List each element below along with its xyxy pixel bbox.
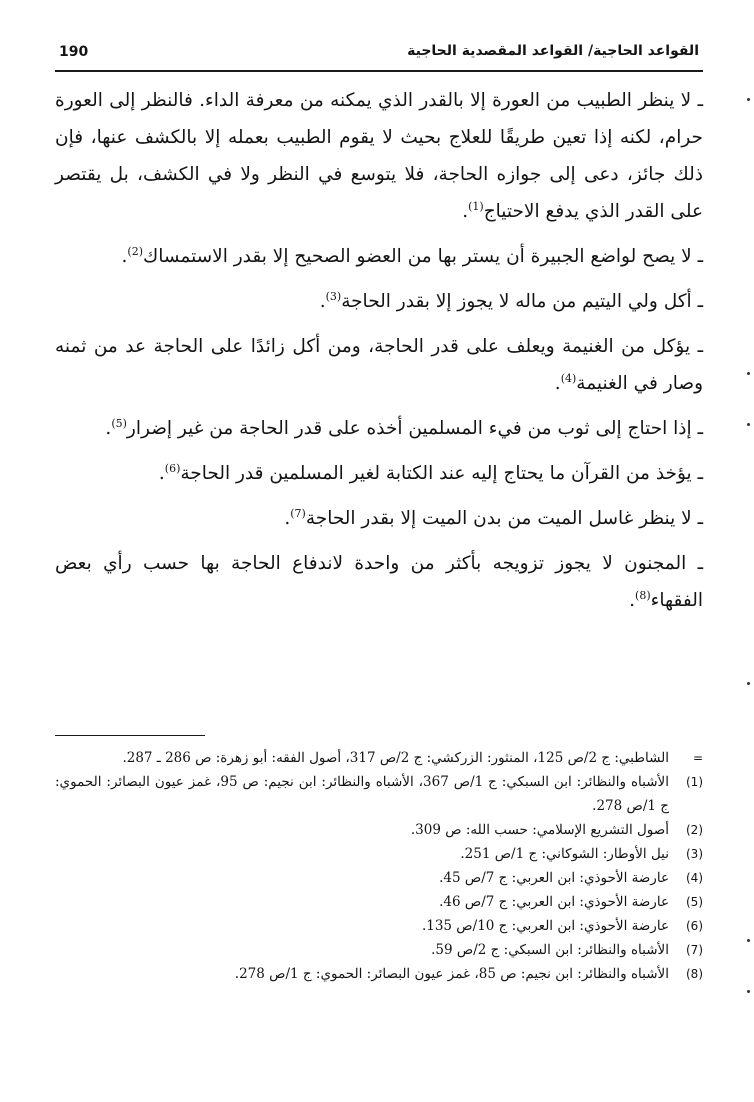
- footnote-mark: (7): [685, 943, 703, 957]
- footnote-item: [55, 962, 703, 986]
- paragraph: ـ لا ينظر غاسل الميت من بدن الميت إلا بقدر الحاجة$^{(7)}$.: [284, 506, 703, 529]
- scan-speck: [747, 939, 750, 942]
- footnote-ref: (8): [635, 588, 651, 602]
- footnote-text: الأشباه والنظائر: ابن السبكي: ج 2/ص 59.: [431, 942, 669, 958]
- scan-speck: [747, 372, 750, 375]
- footnote-mark: =: [692, 751, 703, 765]
- footnote-item: [55, 938, 703, 962]
- scan-speck: [747, 990, 750, 993]
- footnote-mark: (4): [685, 871, 703, 885]
- paragraph: ـ أكل ولي اليتيم من ماله لا يجوز إلا بقدر الحاجة$^{(3)}$.: [319, 289, 703, 312]
- footnote-ref: (3): [325, 289, 342, 303]
- footnote-mark: (5): [685, 895, 703, 909]
- paragraph: ـ يؤخذ من القرآن ما يحتاج إليه عند الكتابة لغير المسلمين قدر الحاجة$^{(6)}$.: [158, 461, 703, 484]
- footnote-item: [55, 746, 703, 770]
- footnote-text: عارضة الأحوذي: ابن العربي: ج 7/ص 45.: [439, 870, 669, 886]
- footnote-divider: [55, 735, 205, 736]
- footnote-item: [55, 890, 703, 914]
- footnote-ref: (2): [127, 244, 143, 258]
- footnote-text: الشاطبي: ج 2/ص 125، المنثور: الزركشي: ج 2/ص 317، أصول الفقه: أبو زهرة: ص 286 ـ 287.: [122, 750, 669, 766]
- paragraph: ـ يؤكل من الغنيمة ويعلف على قدر الحاجة، ومن أكل زائدًا على الحاجة عد من ثمنه وصار في الغنيمة$^{(4)}$.: [55, 336, 703, 394]
- scan-speck: [747, 423, 750, 426]
- page-header: [55, 40, 703, 72]
- footnote-mark: (1): [685, 775, 703, 789]
- footnote-item: [55, 842, 703, 866]
- footnote-text: نيل الأوطار: الشوكاني: ج 1/ص 251.: [460, 846, 669, 862]
- footnote-item: [55, 770, 703, 818]
- footnote-item: [55, 914, 703, 938]
- footnote-mark: (3): [685, 847, 703, 861]
- footnote-text: أصول التشريع الإسلامي: حسب الله: ص 309.: [410, 822, 669, 838]
- footnote-ref: (4): [560, 371, 577, 385]
- footnote-mark: (6): [685, 919, 703, 933]
- footnote-text: الأشباه والنظائر: ابن نجيم: ص 85، غمز عيون البصائر: الحموي: ج 1/ص 278.: [234, 966, 669, 982]
- paragraph: ـ لا يصح لواضع الجبيرة أن يستر بها من العضو الصحيح إلا بقدر الاستمساك$^{(2)}$.: [121, 244, 703, 267]
- footnote-mark: (2): [685, 823, 703, 837]
- footnote-ref: (5): [111, 416, 127, 430]
- footnote-item: [55, 818, 703, 842]
- footnote-text: عارضة الأحوذي: ابن العربي: ج 7/ص 46.: [439, 894, 669, 910]
- scan-speck: [747, 98, 750, 101]
- paragraph: ـ إذا احتاج إلى ثوب من فيء المسلمين أخذه على قدر الحاجة من غير إضرار$^{(5)}$.: [105, 416, 703, 439]
- paragraph: ـ المجنون لا يجوز تزويجه بأكثر من واحدة لاندفاع الحاجة بها حسب رأي بعض الفقهاء$^{(8)}$.: [55, 553, 703, 611]
- footnote-ref: (1): [468, 199, 484, 213]
- footnote-ref: (7): [290, 506, 306, 520]
- footnote-text: الأشباه والنظائر: ابن السبكي: ج 1/ص 367، الأشباه والنظائر: ابن نجيم: ص 95، غمز عيون البصائر: الحموي: ج 1/ص 278.: [55, 774, 669, 814]
- page-number: 190: [59, 44, 89, 60]
- footnote-text: عارضة الأحوذي: ابن العربي: ج 10/ص 135.: [421, 918, 669, 934]
- footnotes: [55, 746, 703, 986]
- footnote-mark: (8): [685, 967, 703, 981]
- running-head: القواعد الحاجية/ القواعد المقصدية الحاجية: [407, 43, 699, 59]
- footnote-ref: (6): [164, 461, 181, 475]
- main-text: [55, 82, 703, 627]
- paragraph: ـ لا ينظر الطبيب من العورة إلا بالقدر الذي يمكنه من معرفة الداء. فالنظر إلى العورة حرام، لكنه إذا تعين طريقًا للعلاج بحيث لا يقوم الطبيب بعمله إلا بالكشف عنها، فإن ذلك جائز، دعى إلى جوازه الحاجة، فلا يتوسع في النظر ولا في الكشف، بل يقتصر على القدر الذي يدفع الاحتياج$^{(1)}$.: [55, 90, 703, 222]
- footnote-item: [55, 866, 703, 890]
- scan-speck: [747, 682, 750, 685]
